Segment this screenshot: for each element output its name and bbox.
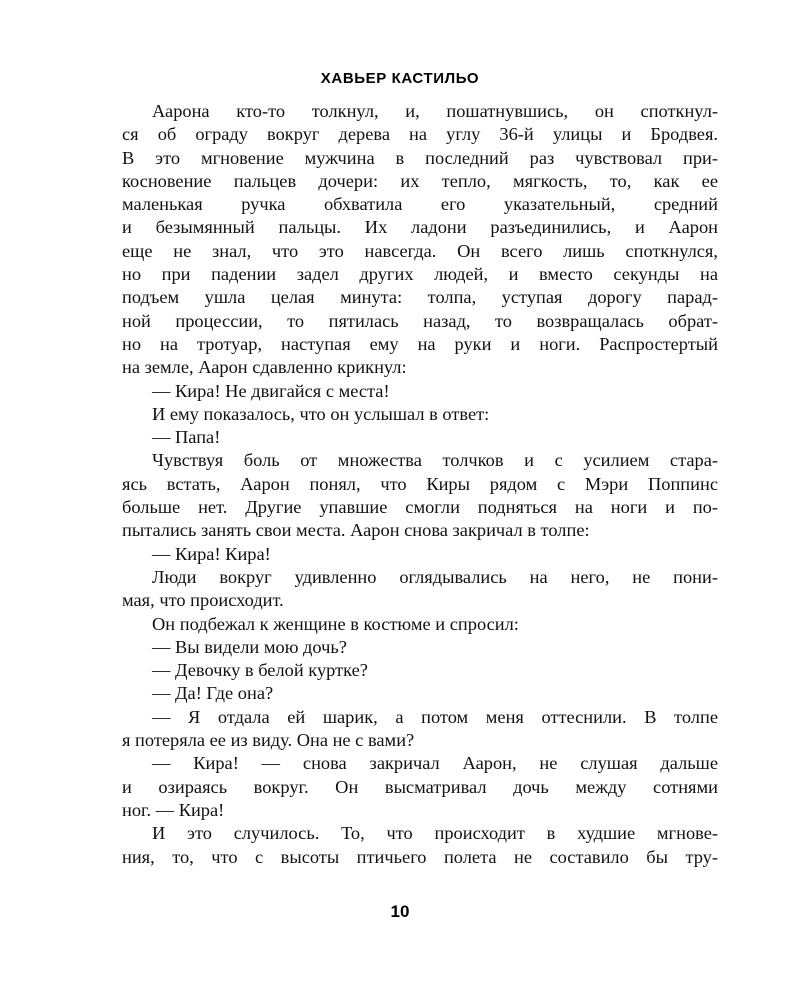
text-line: — Кира! Кира! — [152, 543, 271, 564]
text-line: В это мгновение мужчина в последний раз чувствовал при- — [122, 147, 718, 168]
text-line: ясь встать, Аарон понял, что Киры рядом с Мэри Поппинс — [122, 473, 718, 494]
text-line: но на тротуар, наступая ему на руки и ноги. Распростертый — [122, 333, 718, 354]
text-line: — Папа! — [152, 427, 221, 448]
text-line: я потеряла ее из виду. Она не с вами? — [122, 730, 415, 751]
text-line: ной процессии, то пятилась назад, то возвращалась обрат- — [122, 310, 718, 331]
text-line: но при падении задел других людей, и вместо секунды на — [122, 264, 718, 285]
body-text — [122, 100, 718, 869]
text-line: мая, что происходит. — [122, 590, 284, 611]
page-number: 10 — [390, 902, 410, 921]
text-line: — Вы видели мою дочь? — [152, 636, 347, 657]
text-line: на земле, Аарон сдавленно крикнул: — [122, 357, 407, 378]
text-line: и безымянный пальцы. Их ладони разъединились, и Аарон — [122, 217, 718, 238]
text-line: и озираясь вокруг. Он высматривал дочь между сотнями — [122, 776, 718, 797]
text-line: И это случилось. То, что происходит в худшие мгнове- — [152, 823, 718, 844]
text-line: — Кира! Не двигайся с места! — [152, 380, 390, 401]
text-line: подъем ушла целая минута: толпа, уступая дорогу парад- — [122, 287, 718, 308]
text-line: Люди вокруг удивленно оглядывались на него, не пони- — [152, 566, 718, 587]
text-line: косновение пальцев дочери: их тепло, мягкость, то, как ее — [122, 170, 718, 191]
text-line: больше нет. Другие упавшие смогли подняться на ноги и по- — [122, 497, 718, 518]
text-line: ног. — Кира! — [122, 799, 225, 820]
text-line: еще не знал, что это навсегда. Он всего лишь споткнулся, — [122, 240, 718, 261]
text-line: И ему показалось, что он услышал в ответ: — [152, 403, 490, 424]
text-line: Он подбежал к женщине в костюме и спросил: — [152, 613, 519, 634]
text-line: — Кира! — снова закричал Аарон, не слушая дальше — [152, 753, 718, 774]
text-line: — Девочку в белой куртке? — [152, 660, 368, 681]
running-head: ХАВЬЕР КАСТИЛЬО — [320, 70, 480, 87]
text-line: Чувствуя боль от множества толчков и с усилием стара- — [152, 450, 718, 471]
text-line: — Да! Где она? — [152, 683, 274, 704]
text-line: ния, то, что с высоты птичьего полета не составило бы тру- — [122, 846, 718, 867]
text-line: маленькая ручка обхватила его указательный, средний — [122, 194, 718, 215]
text-line: пытались занять свои места. Аарон снова закричал в толпе: — [122, 520, 590, 541]
text-line: — Я отдала ей шарик, а потом меня оттеснили. В толпе — [152, 706, 718, 727]
text-line: ся об ограду вокруг дерева на углу 36-й улицы и Бродвея. — [122, 124, 718, 145]
text-line: Аарона кто-то толкнул, и, пошатнувшись, он споткнул- — [152, 101, 718, 121]
